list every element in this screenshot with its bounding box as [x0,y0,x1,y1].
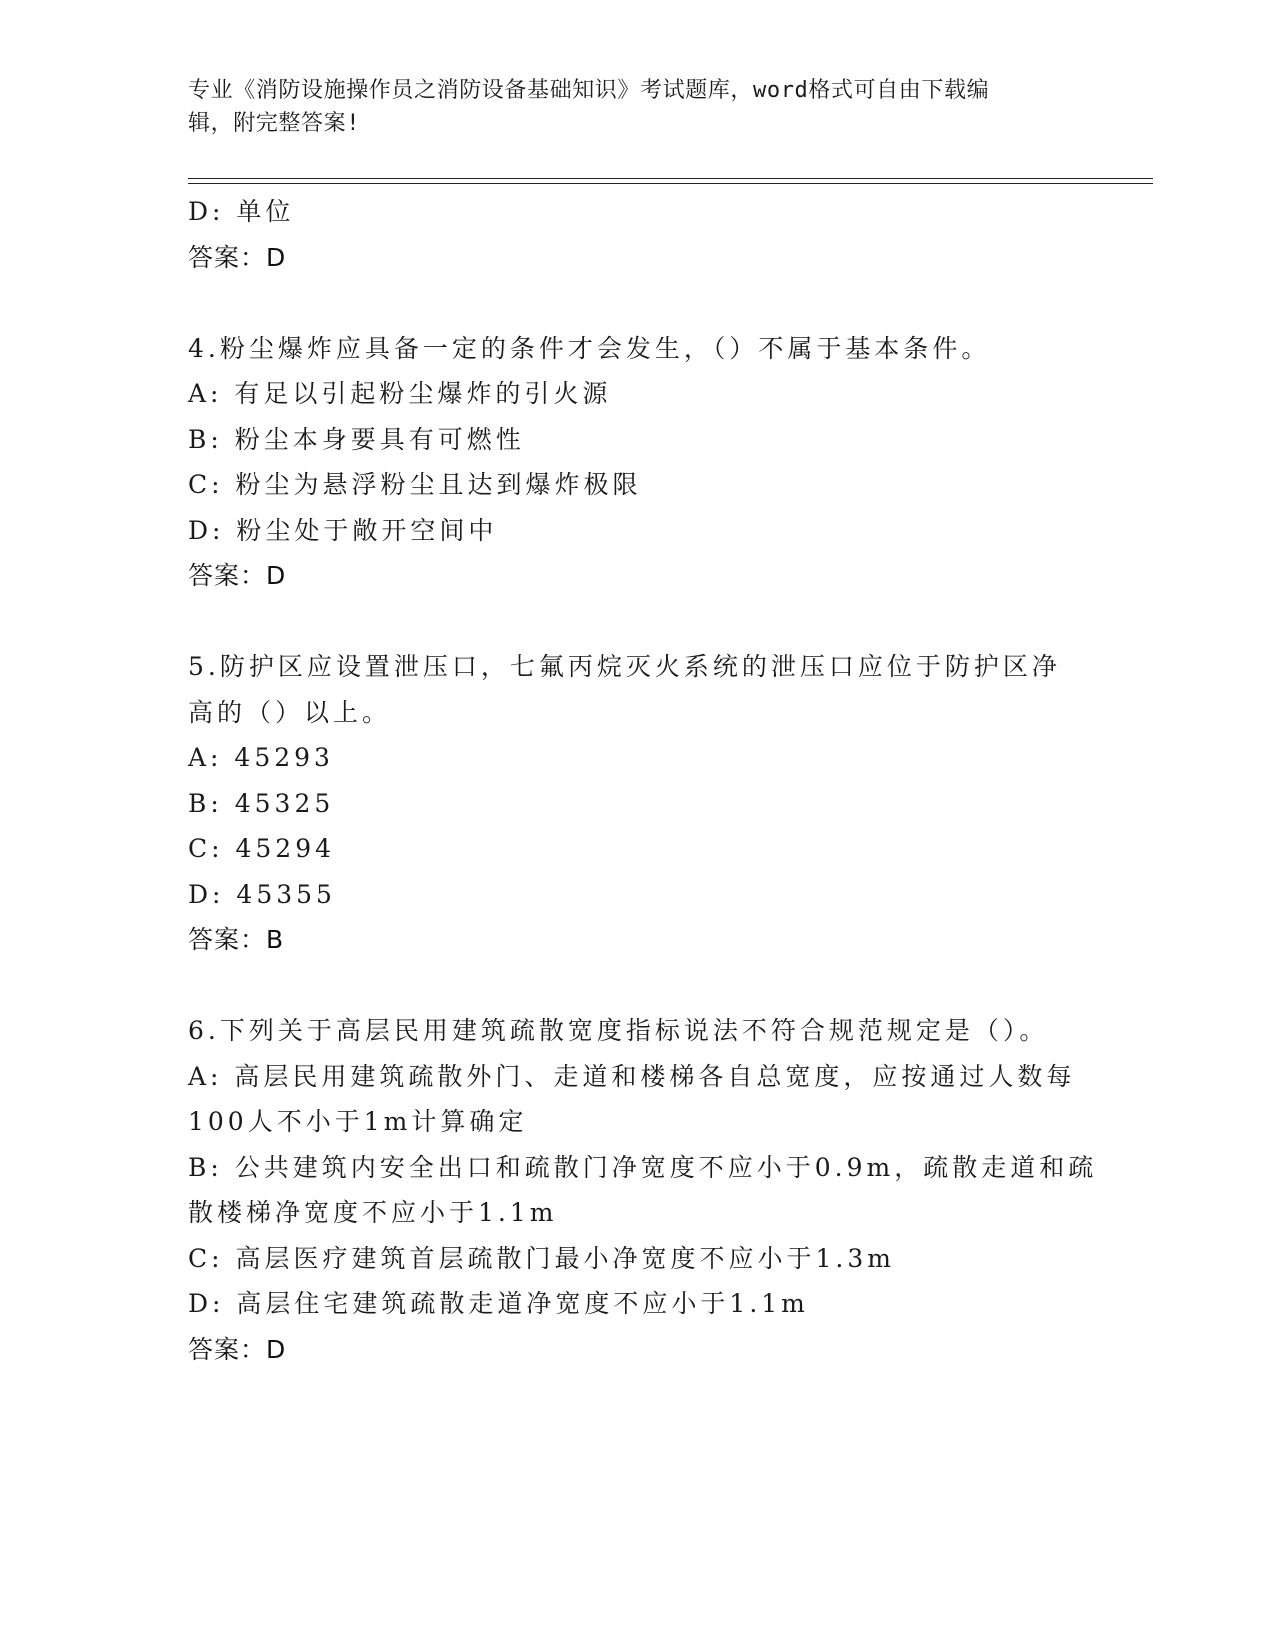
answer-line: 答案：D [188,242,287,272]
answer-line: 答案：D [188,1334,287,1364]
question-stem: 4.粉尘爆炸应具备一定的条件才会发生，（）不属于基本条件。 [188,333,991,363]
header-divider-top [188,178,1153,179]
option-d: D: 高层住宅建筑疏散走道净宽度不应小于1.1m [188,1289,809,1318]
option-a: A: 高层民用建筑疏散外门、走道和楼梯各自总宽度，应按通过人数每 [188,1061,1076,1091]
page-header [188,74,1088,140]
header-line-1: 专业《消防设施操作员之消防设备基础知识》考试题库，word格式可自由下载编 [188,78,990,103]
option-b: B: 公共建筑内安全出口和疏散门净宽度不应小于0.9m，疏散走道和疏 [188,1152,1098,1182]
option-a: A: 45293 [188,743,334,772]
question-4 [188,326,1088,599]
option-b-continued: 散楼梯净宽度不应小于1.1m [188,1198,558,1227]
option-d: D: 单位 [188,197,295,226]
spacer [188,280,1088,326]
option-d: D: 45355 [188,879,336,909]
spacer [188,599,1088,645]
question-stem: 6.下列关于高层民用建筑疏散宽度指标说法不符合规范规定是（）。 [188,1016,1049,1045]
question-6 [188,1008,1098,1372]
option-a-continued: 100人不小于1m计算确定 [188,1107,528,1136]
question-5 [188,644,1088,963]
option-a: A: 有足以引起粉尘爆炸的引火源 [188,379,612,408]
answer-line: 答案：B [188,925,285,954]
question-content [188,189,1098,1372]
option-c: C: 45294 [188,834,336,863]
question-stem-continued: 高的（）以上。 [188,697,392,727]
option-d: D: 粉尘处于敞开空间中 [188,515,498,545]
option-c: C: 高层医疗建筑首层疏散门最小净宽度不应小于1.3m [188,1243,895,1273]
option-c: C: 粉尘为悬浮粉尘且达到爆炸极限 [188,470,642,499]
header-line-2: 辑，附完整答案! [188,111,361,136]
option-b: B: 45325 [188,788,335,818]
header-divider-bottom [188,183,1153,184]
question-stem: 5.防护区应设置泄压口，七氟丙烷灭火系统的泄压口应位于防护区净 [188,652,1061,681]
answer-line: 答案：D [188,561,287,590]
spacer [188,963,1088,1009]
previous-question-tail [188,189,1088,280]
option-b: B: 粉尘本身要具有可燃性 [188,424,525,454]
